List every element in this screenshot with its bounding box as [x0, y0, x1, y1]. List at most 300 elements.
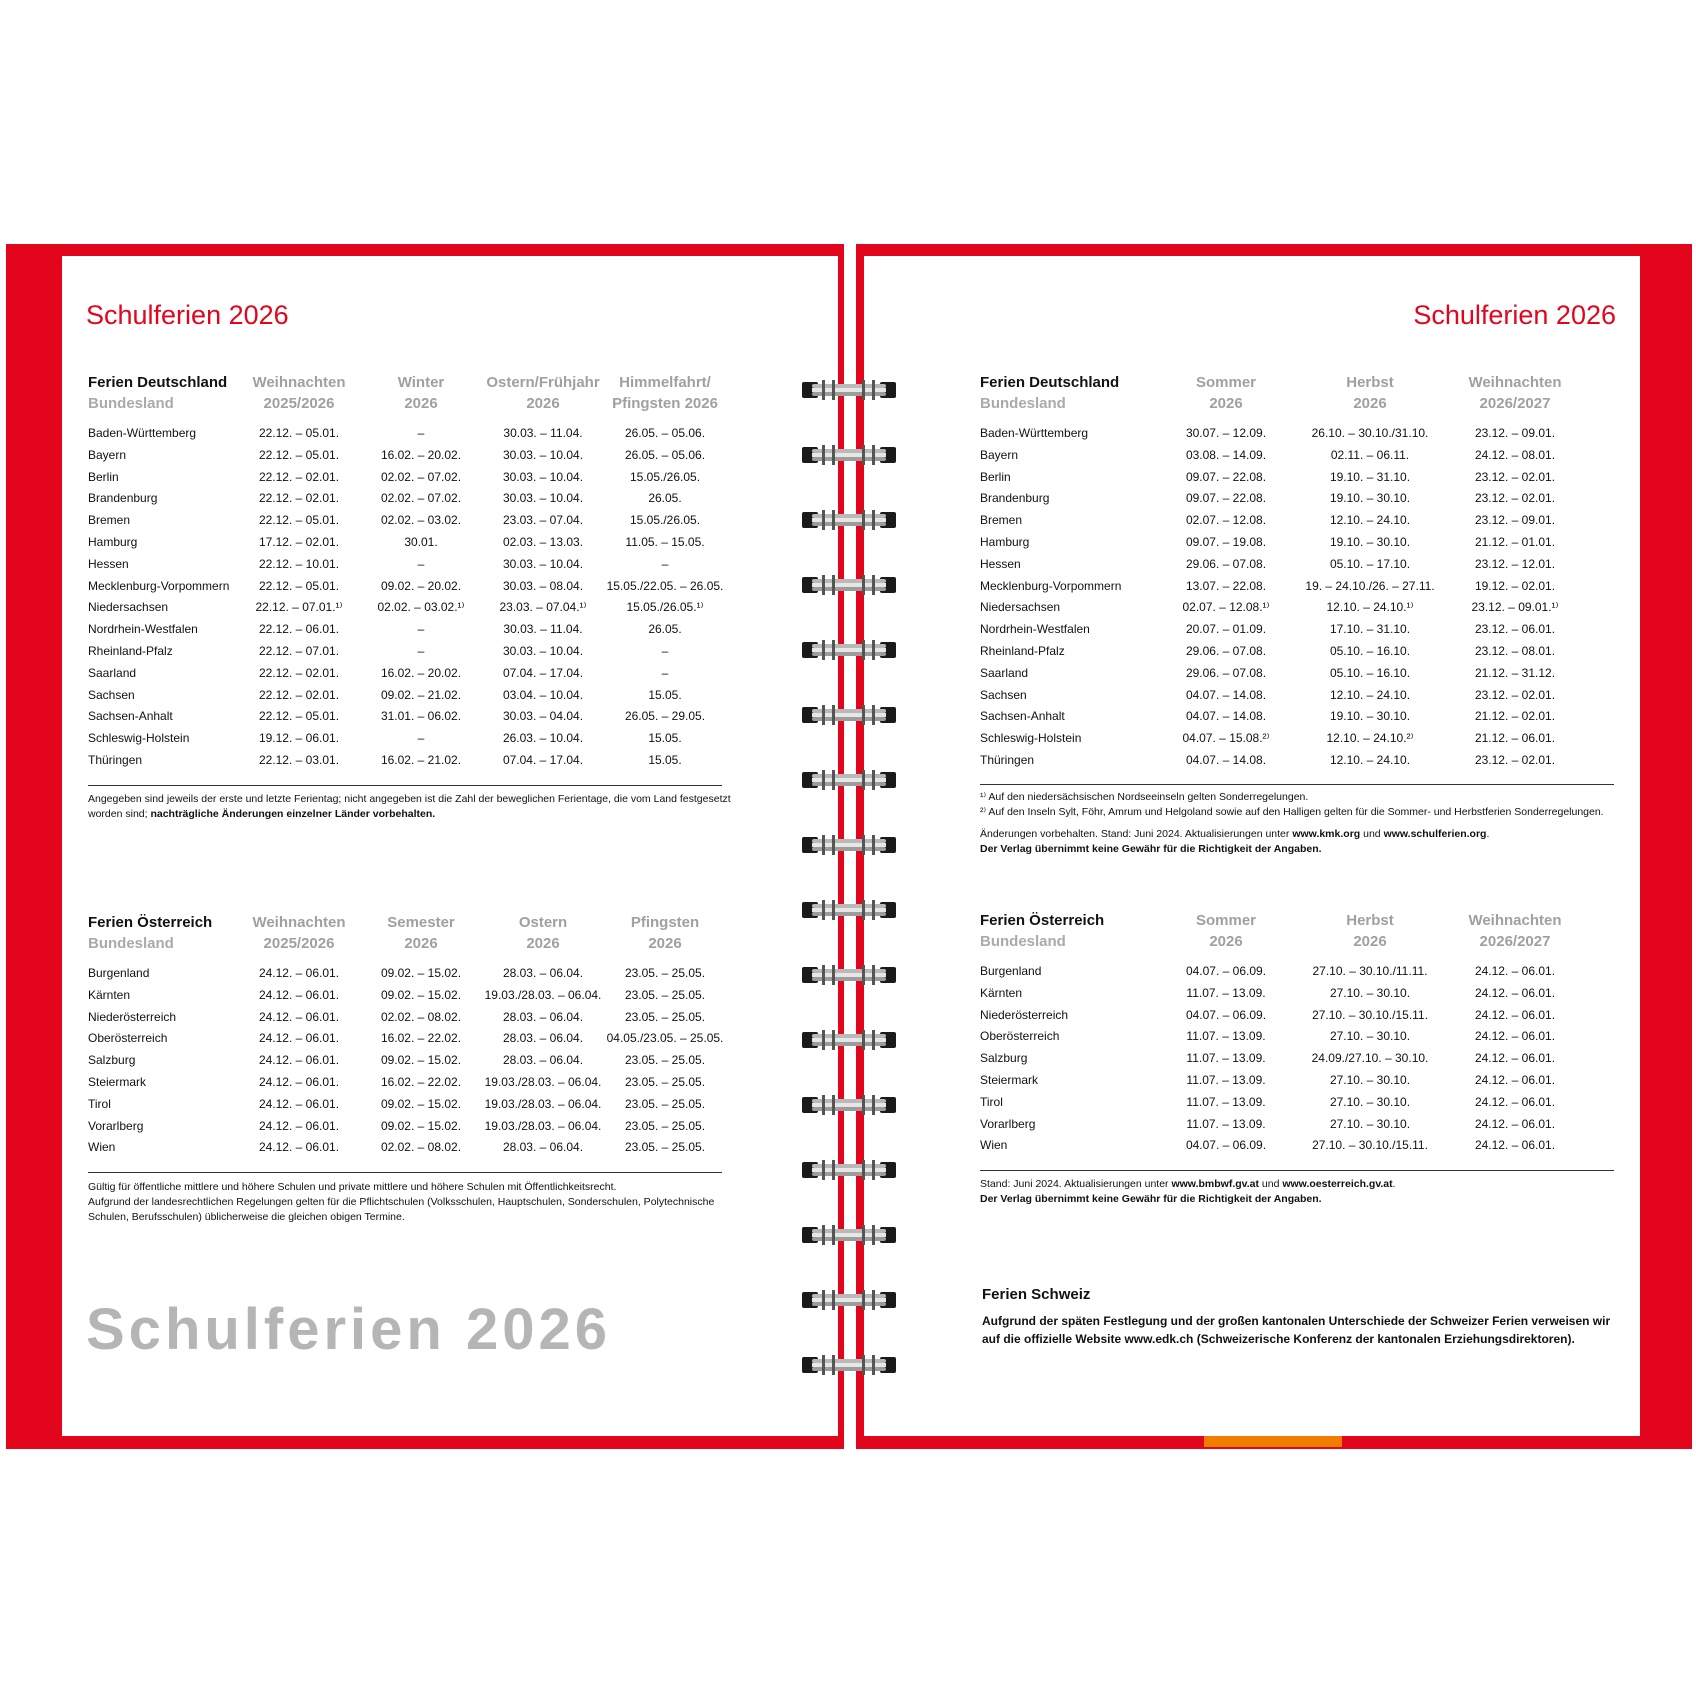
date-cell: 16.02. – 20.02.	[380, 665, 462, 680]
date-cell: 24.12. – 06.01.	[258, 1031, 340, 1046]
date-cell: 23.05. – 25.05.	[624, 966, 706, 980]
state-name-cell: Hamburg	[88, 534, 138, 549]
note-text: Stand: Juni 2024. Aktualisierungen unter	[980, 1178, 1172, 1190]
state-name-cell: Sachsen	[980, 687, 1027, 702]
column-header: Himmelfahrt/ Pfingsten 2026	[612, 374, 718, 412]
date-cell: 02.02. – 03.02.	[380, 513, 462, 528]
date-cell: 27.10. – 30.10.	[1329, 1094, 1411, 1109]
state-name-cell: Hamburg	[980, 534, 1030, 549]
date-cell: 24.12. – 06.01.	[1474, 964, 1556, 978]
date-cell: –	[661, 556, 669, 571]
date-cell: 02.02. – 07.02.	[380, 491, 462, 506]
note-text: Aufgrund der landesrechtlichen Regelungen gelten für die Pflichtschulen (Volksschulen, Hauptschulen, Sonderschulen, Polytechnische	[88, 1196, 715, 1208]
table-row	[980, 685, 1586, 707]
date-cell: 27.10. – 30.10.	[1329, 1072, 1411, 1087]
footnote: ¹⁾ Auf den niedersächsischen Nordseeinseln gelten Sonderregelungen.	[980, 791, 1309, 803]
date-cell: 11.07. – 13.09.	[1186, 1072, 1266, 1087]
date-cell: –	[661, 665, 669, 680]
date-cell: 21.12. – 31.12.	[1474, 665, 1556, 680]
note-text: .	[1392, 1178, 1396, 1190]
table-row	[980, 1026, 1586, 1048]
state-name-cell: Niedersachsen	[88, 600, 169, 615]
region-title: Ferien Österreich	[980, 912, 1105, 929]
state-name-cell: Wien	[88, 1140, 116, 1155]
state-name-cell: Berlin	[88, 469, 119, 484]
date-cell: 02.02. – 08.02.	[380, 1009, 462, 1024]
date-cell: 23.12. – 02.01.	[1474, 491, 1556, 506]
date-cell: 15.05./22.05. – 26.05.	[606, 578, 724, 593]
state-name-cell: Thüringen	[88, 752, 143, 767]
state-name-cell: Niederösterreich	[980, 1007, 1069, 1022]
binding-ring-icon	[802, 443, 896, 467]
table-row	[88, 1007, 726, 1029]
table-row	[980, 554, 1586, 576]
state-name-cell: Vorarlberg	[980, 1116, 1036, 1131]
binding-ring-icon	[802, 833, 896, 857]
date-cell: –	[417, 643, 425, 658]
date-cell: 30.03. – 04.04.	[502, 709, 584, 724]
date-cell: 22.12. – 05.01.	[258, 447, 340, 462]
state-name-cell: Oberösterreich	[980, 1029, 1060, 1044]
table-row	[88, 963, 726, 985]
date-cell: 23.12. – 02.01.	[1474, 752, 1556, 767]
date-cell: 05.10. – 16.10.	[1329, 665, 1411, 680]
table-row	[88, 641, 726, 663]
binding-ring-icon	[802, 638, 896, 662]
binding-ring-icon	[802, 1158, 896, 1182]
date-cell: 19. – 24.10./26. – 27.11.	[1305, 578, 1435, 593]
state-name-cell: Niederösterreich	[88, 1009, 177, 1024]
date-cell: 09.02. – 15.02.	[380, 1096, 462, 1111]
date-cell: 29.06. – 07.08.	[1185, 643, 1267, 658]
state-name-cell: Mecklenburg-Vorpommern	[980, 578, 1122, 593]
table-row	[88, 1116, 726, 1138]
date-cell: 28.03. – 06.04.	[502, 1053, 584, 1068]
state-name-cell: Salzburg	[88, 1053, 136, 1068]
state-name-cell: Brandenburg	[88, 491, 158, 506]
table-row	[88, 554, 726, 576]
note-text-bold: nachträgliche Änderungen einzelner Länder vorbehalten.	[150, 808, 436, 820]
state-name-cell: Steiermark	[88, 1074, 147, 1089]
date-cell: 23.05. – 25.05.	[624, 1009, 706, 1024]
table-row	[980, 576, 1586, 598]
date-cell: 22.12. – 07.01.	[258, 643, 340, 658]
date-cell: 23.12. – 09.01.¹⁾	[1471, 600, 1559, 615]
date-cell: 13.07. – 22.08.	[1185, 578, 1267, 593]
table-row	[980, 423, 1586, 445]
date-cell: 22.12. – 07.01.¹⁾	[255, 600, 343, 615]
disclaimer: Der Verlag übernimmt keine Gewähr für die Richtigkeit der Angaben.	[980, 843, 1322, 855]
date-cell: 19.10. – 31.10.	[1329, 469, 1411, 484]
table-row	[980, 510, 1586, 532]
page-title: Schulferien 2026	[86, 300, 289, 330]
table-row	[980, 1092, 1586, 1114]
date-cell: 26.03. – 10.04.	[502, 731, 584, 746]
date-cell: 17.12. – 02.01.	[258, 534, 340, 549]
date-cell: 05.10. – 17.10.	[1329, 556, 1411, 571]
date-cell: 19.10. – 30.10.	[1329, 534, 1411, 549]
state-name-cell: Saarland	[980, 665, 1029, 680]
date-cell: –	[661, 643, 669, 658]
table-row	[88, 445, 726, 467]
date-cell: 29.06. – 07.08.	[1185, 556, 1267, 571]
date-cell: 28.03. – 06.04.	[502, 1009, 584, 1024]
date-cell: 22.12. – 05.01.	[258, 513, 340, 528]
date-cell: 26.05. – 05.06.	[624, 447, 706, 462]
date-cell: 28.03. – 06.04.	[502, 1140, 584, 1155]
link-bmbwf[interactable]: www.bmbwf.gv.at	[1171, 1178, 1259, 1190]
date-cell: 22.12. – 05.01.	[258, 426, 340, 440]
date-cell: 24.12. – 06.01.	[258, 1118, 340, 1133]
column-header: Sommer 2026	[1195, 374, 1257, 412]
date-cell: –	[417, 426, 425, 440]
state-name-cell: Kärnten	[980, 985, 1023, 1000]
date-cell: 26.10. – 30.10./31.10.	[1311, 426, 1429, 440]
date-cell: 24.12. – 06.01.	[258, 1009, 340, 1024]
table-row	[980, 619, 1586, 641]
note-text: Änderungen vorbehalten. Stand: Juni 2024. Aktualisierungen unter	[980, 828, 1293, 840]
state-name-cell: Schleswig-Holstein	[980, 731, 1082, 746]
date-cell: 23.03. – 07.04.¹⁾	[499, 600, 587, 615]
switzerland-text	[982, 1312, 1610, 1348]
region-title: Ferien Deutschland	[88, 374, 228, 391]
date-cell: 30.01.	[404, 534, 438, 549]
column-header: Weihnachten 2026/2027	[1468, 374, 1562, 412]
date-cell: 16.02. – 22.02.	[380, 1031, 462, 1046]
date-cell: 30.03. – 10.04.	[502, 469, 584, 484]
binding-ring-icon	[802, 1353, 896, 1377]
date-cell: 27.10. – 30.10.	[1329, 1116, 1411, 1131]
date-cell: 09.02. – 15.02.	[380, 1118, 462, 1133]
column-header: Weihnachten 2025/2026	[252, 374, 346, 412]
column-header-state: Bundesland	[88, 395, 174, 412]
state-name-cell: Kärnten	[88, 987, 131, 1002]
state-name-cell: Baden-Württemberg	[980, 426, 1089, 440]
table-row	[88, 467, 726, 489]
date-cell: 30.03. – 10.04.	[502, 491, 584, 506]
state-name-cell: Steiermark	[980, 1072, 1039, 1087]
date-cell: 07.04. – 17.04.	[502, 752, 584, 767]
table-divider	[980, 784, 1614, 785]
date-cell: 28.03. – 06.04.	[502, 1031, 584, 1046]
date-cell: 16.02. – 20.02.	[380, 447, 462, 462]
date-cell: 27.10. – 30.10.	[1329, 1029, 1411, 1044]
big-section-title: Schulferien 2026	[86, 1297, 611, 1362]
table-row	[88, 728, 726, 750]
date-cell: 09.07. – 22.08.	[1185, 469, 1267, 484]
table-row	[88, 706, 726, 728]
state-name-cell: Wien	[980, 1138, 1008, 1153]
date-cell: 30.03. – 10.04.	[502, 556, 584, 571]
table-row	[980, 706, 1586, 728]
date-cell: –	[417, 622, 425, 637]
switzerland-title: Ferien Schweiz	[982, 1286, 1091, 1303]
note-text: und	[1258, 1178, 1283, 1190]
date-cell: 22.12. – 06.01.	[258, 622, 340, 637]
date-cell: 02.07. – 12.08.¹⁾	[1182, 600, 1270, 615]
state-name-cell: Nordrhein-Westfalen	[88, 622, 198, 637]
date-cell: 24.12. – 08.01.	[1474, 447, 1556, 462]
holiday-table-austria-summer-autumn	[980, 910, 1586, 1157]
date-cell: 21.12. – 02.01.	[1474, 709, 1556, 724]
date-cell: 24.12. – 06.01.	[1474, 1029, 1556, 1044]
table-row	[88, 510, 726, 532]
date-cell: 26.05. – 05.06.	[624, 426, 706, 440]
date-cell: 27.10. – 30.10./11.11.	[1312, 964, 1428, 978]
state-name-cell: Sachsen	[88, 687, 135, 702]
date-cell: 30.03. – 11.04.	[503, 622, 583, 637]
binding-ring-icon	[802, 573, 896, 597]
date-cell: 12.10. – 24.10.²⁾	[1326, 731, 1414, 746]
date-cell: 09.02. – 15.02.	[380, 966, 462, 980]
column-header: Herbst 2026	[1346, 912, 1394, 950]
date-cell: 09.07. – 22.08.	[1185, 491, 1267, 506]
state-name-cell: Niedersachsen	[980, 600, 1061, 615]
table-row	[980, 750, 1586, 772]
date-cell: 04.07. – 06.09.	[1185, 964, 1267, 978]
date-cell: 19.03./28.03. – 06.04.	[484, 1118, 602, 1133]
date-cell: 24.12. – 06.01.	[1474, 1094, 1556, 1109]
table-divider	[88, 1172, 722, 1173]
date-cell: 11.07. – 13.09.	[1186, 1094, 1266, 1109]
table-row	[88, 685, 726, 707]
date-cell: 04.07. – 06.09.	[1185, 1138, 1267, 1153]
date-cell: 21.12. – 06.01.	[1474, 731, 1556, 746]
date-cell: 24.12. – 06.01.	[1474, 1116, 1556, 1131]
column-header-state: Bundesland	[88, 935, 174, 952]
date-cell: 22.12. – 02.01.	[258, 665, 340, 680]
date-cell: 04.07. – 14.08.	[1185, 752, 1267, 767]
date-cell: 15.05.	[648, 687, 682, 702]
holiday-table-austria-winter-spring	[88, 912, 726, 1159]
table-row	[88, 1094, 726, 1116]
column-header: Pfingsten 2026	[630, 914, 700, 952]
binding-ring-icon	[802, 703, 896, 727]
column-header: Weihnachten 2026/2027	[1468, 912, 1562, 950]
table-row	[88, 576, 726, 598]
date-cell: 24.12. – 06.01.	[1474, 1138, 1556, 1153]
date-cell: 26.05.	[648, 622, 682, 637]
table-row	[88, 619, 726, 641]
binding-ring-icon	[802, 1028, 896, 1052]
date-cell: 27.10. – 30.10./15.11.	[1312, 1138, 1428, 1153]
table-row	[980, 467, 1586, 489]
state-name-cell: Thüringen	[980, 752, 1035, 767]
disclaimer: Der Verlag übernimmt keine Gewähr für die Richtigkeit der Angaben.	[980, 1193, 1322, 1205]
column-header: Sommer 2026	[1195, 912, 1257, 950]
date-cell: 15.05./26.05.	[629, 469, 701, 484]
table-row	[980, 1114, 1586, 1136]
date-cell: 23.05. – 25.05.	[624, 987, 706, 1002]
date-cell: 23.12. – 12.01.	[1474, 556, 1556, 571]
date-cell: 23.12. – 09.01.	[1474, 426, 1556, 440]
table-header	[980, 910, 1586, 952]
date-cell: 09.02. – 20.02.	[380, 578, 462, 593]
date-cell: 23.05. – 25.05.	[624, 1074, 706, 1089]
date-cell: 11.07. – 13.09.	[1186, 985, 1266, 1000]
date-cell: 23.03. – 07.04.	[502, 513, 584, 528]
date-cell: 15.05./26.05.¹⁾	[626, 600, 704, 615]
state-name-cell: Baden-Württemberg	[88, 426, 197, 440]
state-name-cell: Nordrhein-Westfalen	[980, 622, 1090, 637]
table-row	[88, 750, 726, 772]
date-cell: –	[417, 731, 425, 746]
note-text: Angegeben sind jeweils der erste und letzte Ferientag; nicht angegeben ist die Zahl der beweglichen Ferientage, die vom Land festgesetzt	[88, 793, 731, 805]
date-cell: 20.07. – 01.09.	[1185, 622, 1267, 637]
date-cell: 15.05.	[648, 731, 682, 746]
table-row	[88, 1028, 726, 1050]
binding-ring-icon	[802, 1223, 896, 1247]
region-title: Ferien Österreich	[88, 914, 213, 931]
date-cell: 19.12. – 06.01.	[258, 731, 340, 746]
column-header: Winter 2026	[397, 374, 445, 412]
date-cell: 04.07. – 14.08.	[1185, 687, 1267, 702]
date-cell: 04.07. – 14.08.	[1185, 709, 1267, 724]
date-cell: 12.10. – 24.10.	[1329, 752, 1411, 767]
date-cell: 24.12. – 06.01.	[1474, 1007, 1556, 1022]
date-cell: 22.12. – 10.01.	[258, 556, 340, 571]
link-kmk[interactable]: www.kmk.org	[1292, 828, 1361, 840]
state-name-cell: Rheinland-Pfalz	[88, 643, 173, 658]
state-name-cell: Rheinland-Pfalz	[980, 643, 1065, 658]
note-text: .	[1486, 828, 1490, 840]
date-cell: 09.02. – 15.02.	[380, 987, 462, 1002]
date-cell: 09.02. – 21.02.	[380, 687, 462, 702]
link-oesterreich[interactable]: www.oesterreich.gv.at	[1282, 1178, 1393, 1190]
state-name-cell: Salzburg	[980, 1051, 1028, 1066]
date-cell: 24.12. – 06.01.	[258, 1053, 340, 1068]
date-cell: 26.05.	[648, 491, 682, 506]
date-cell: 16.02. – 21.02.	[380, 752, 462, 767]
date-cell: 24.12. – 06.01.	[258, 1140, 340, 1155]
table-row	[88, 1072, 726, 1094]
state-name-cell: Sachsen-Anhalt	[980, 709, 1065, 724]
state-name-cell: Brandenburg	[980, 491, 1050, 506]
date-cell: 02.07. – 12.08.	[1185, 513, 1267, 528]
date-cell: 22.12. – 02.01.	[258, 491, 340, 506]
binding-ring-icon	[802, 1288, 896, 1312]
date-cell: 30.03. – 08.04.	[502, 578, 584, 593]
table-row	[980, 1135, 1586, 1157]
date-cell: 21.12. – 01.01.	[1474, 534, 1556, 549]
column-header: Weihnachten 2025/2026	[252, 914, 346, 952]
date-cell: 11.07. – 13.09.	[1186, 1116, 1266, 1131]
footnote: ²⁾ Auf den Inseln Sylt, Föhr, Amrum und Helgoland sowie auf den Halligen gelten für die Sommer- und Herbstferien Sonderregelungen.	[980, 806, 1604, 818]
table-row	[88, 488, 726, 510]
column-header: Ostern/Frühjahr 2026	[486, 374, 600, 412]
table-header	[88, 912, 726, 954]
date-cell: 02.11. – 06.11.	[1330, 447, 1410, 462]
date-cell: 05.10. – 16.10.	[1329, 643, 1411, 658]
binding-ring-icon	[802, 898, 896, 922]
date-cell: 16.02. – 22.02.	[380, 1074, 462, 1089]
date-cell: 02.02. – 03.02.¹⁾	[377, 600, 465, 615]
date-cell: 04.07. – 06.09.	[1185, 1007, 1267, 1022]
table-row	[88, 663, 726, 685]
date-cell: 23.12. – 08.01.	[1474, 643, 1556, 658]
column-header-state: Bundesland	[980, 395, 1066, 412]
date-cell: 23.12. – 09.01.	[1474, 513, 1556, 528]
holiday-table-germany-winter-spring	[88, 372, 726, 772]
table-row	[980, 597, 1586, 619]
table-row	[980, 445, 1586, 467]
date-cell: 23.05. – 25.05.	[624, 1053, 706, 1068]
date-cell: 11.05. – 15.05.	[625, 534, 705, 549]
state-name-cell: Vorarlberg	[88, 1118, 144, 1133]
date-cell: 24.12. – 06.01.	[1474, 1072, 1556, 1087]
region-header	[88, 372, 238, 414]
date-cell: 23.05. – 25.05.	[624, 1096, 706, 1111]
date-cell: 26.05. – 29.05.	[624, 709, 706, 724]
state-name-cell: Tirol	[980, 1094, 1003, 1109]
region-header	[980, 910, 1156, 952]
state-name-cell: Bayern	[980, 447, 1019, 462]
date-cell: 03.08. – 14.09.	[1185, 447, 1267, 462]
date-cell: 22.12. – 05.01.	[258, 578, 340, 593]
link-schulferien[interactable]: www.schulferien.org	[1383, 828, 1487, 840]
table-row	[88, 597, 726, 619]
date-cell: 31.01. – 06.02.	[380, 709, 462, 724]
state-name-cell: Sachsen-Anhalt	[88, 709, 173, 724]
date-cell: 15.05./26.05.	[629, 513, 701, 528]
date-cell: 22.12. – 05.01.	[258, 709, 340, 724]
page-title: Schulferien 2026	[1413, 300, 1616, 330]
state-name-cell: Mecklenburg-Vorpommern	[88, 578, 230, 593]
date-cell: 02.03. – 13.03.	[502, 534, 584, 549]
table-divider	[980, 1170, 1614, 1171]
date-cell: 19.03./28.03. – 06.04.	[484, 1096, 602, 1111]
state-name-cell: Burgenland	[980, 964, 1042, 978]
switzerland-text-line: auf die offizielle Website www.edk.ch (Schweizerische Konferenz der kantonalen Erziehungsdirektoren).	[982, 1332, 1575, 1346]
date-cell: 23.12. – 02.01.	[1474, 687, 1556, 702]
table-row	[88, 532, 726, 554]
table-note	[88, 1180, 714, 1225]
table-footnotes	[980, 790, 1604, 857]
region-header	[980, 372, 1156, 414]
date-cell: 19.10. – 30.10.	[1329, 491, 1411, 506]
date-cell: 17.10. – 31.10.	[1329, 622, 1411, 637]
date-cell: 24.12. – 06.01.	[1474, 985, 1556, 1000]
table-row	[980, 1005, 1586, 1027]
date-cell: 02.02. – 08.02.	[380, 1140, 462, 1155]
state-name-cell: Berlin	[980, 469, 1011, 484]
date-cell: 30.07. – 12.09.	[1185, 426, 1267, 440]
table-row	[980, 983, 1586, 1005]
date-cell: 19.12. – 02.01.	[1474, 578, 1556, 593]
date-cell: 24.12. – 06.01.	[258, 1096, 340, 1111]
date-cell: 23.05. – 25.05.	[624, 1118, 706, 1133]
date-cell: 15.05.	[648, 752, 682, 767]
table-row	[980, 1048, 1586, 1070]
table-note	[980, 1177, 1396, 1207]
date-cell: 19.10. – 30.10.	[1329, 709, 1411, 724]
date-cell: 24.12. – 06.01.	[258, 987, 340, 1002]
table-row	[980, 532, 1586, 554]
holiday-table-germany-summer-autumn	[980, 372, 1586, 772]
date-cell: 22.12. – 02.01.	[258, 687, 340, 702]
table-row	[980, 488, 1586, 510]
note-text: Gültig für öffentliche mittlere und höhere Schulen und private mittlere und höhere Schulen mit Öffentlichkeitsrecht.	[88, 1181, 617, 1193]
date-cell: 30.03. – 10.04.	[502, 643, 584, 658]
note-text: Schulen, Berufsschulen) üblicherweise die gleichen obigen Termine.	[88, 1211, 405, 1223]
table-divider	[88, 785, 722, 786]
table-row	[88, 1137, 726, 1159]
date-cell: 22.12. – 03.01.	[258, 752, 340, 767]
binding-ring-icon	[802, 768, 896, 792]
table-header	[980, 372, 1586, 414]
date-cell: 23.12. – 02.01.	[1474, 469, 1556, 484]
date-cell: 23.05. – 25.05.	[624, 1140, 706, 1155]
